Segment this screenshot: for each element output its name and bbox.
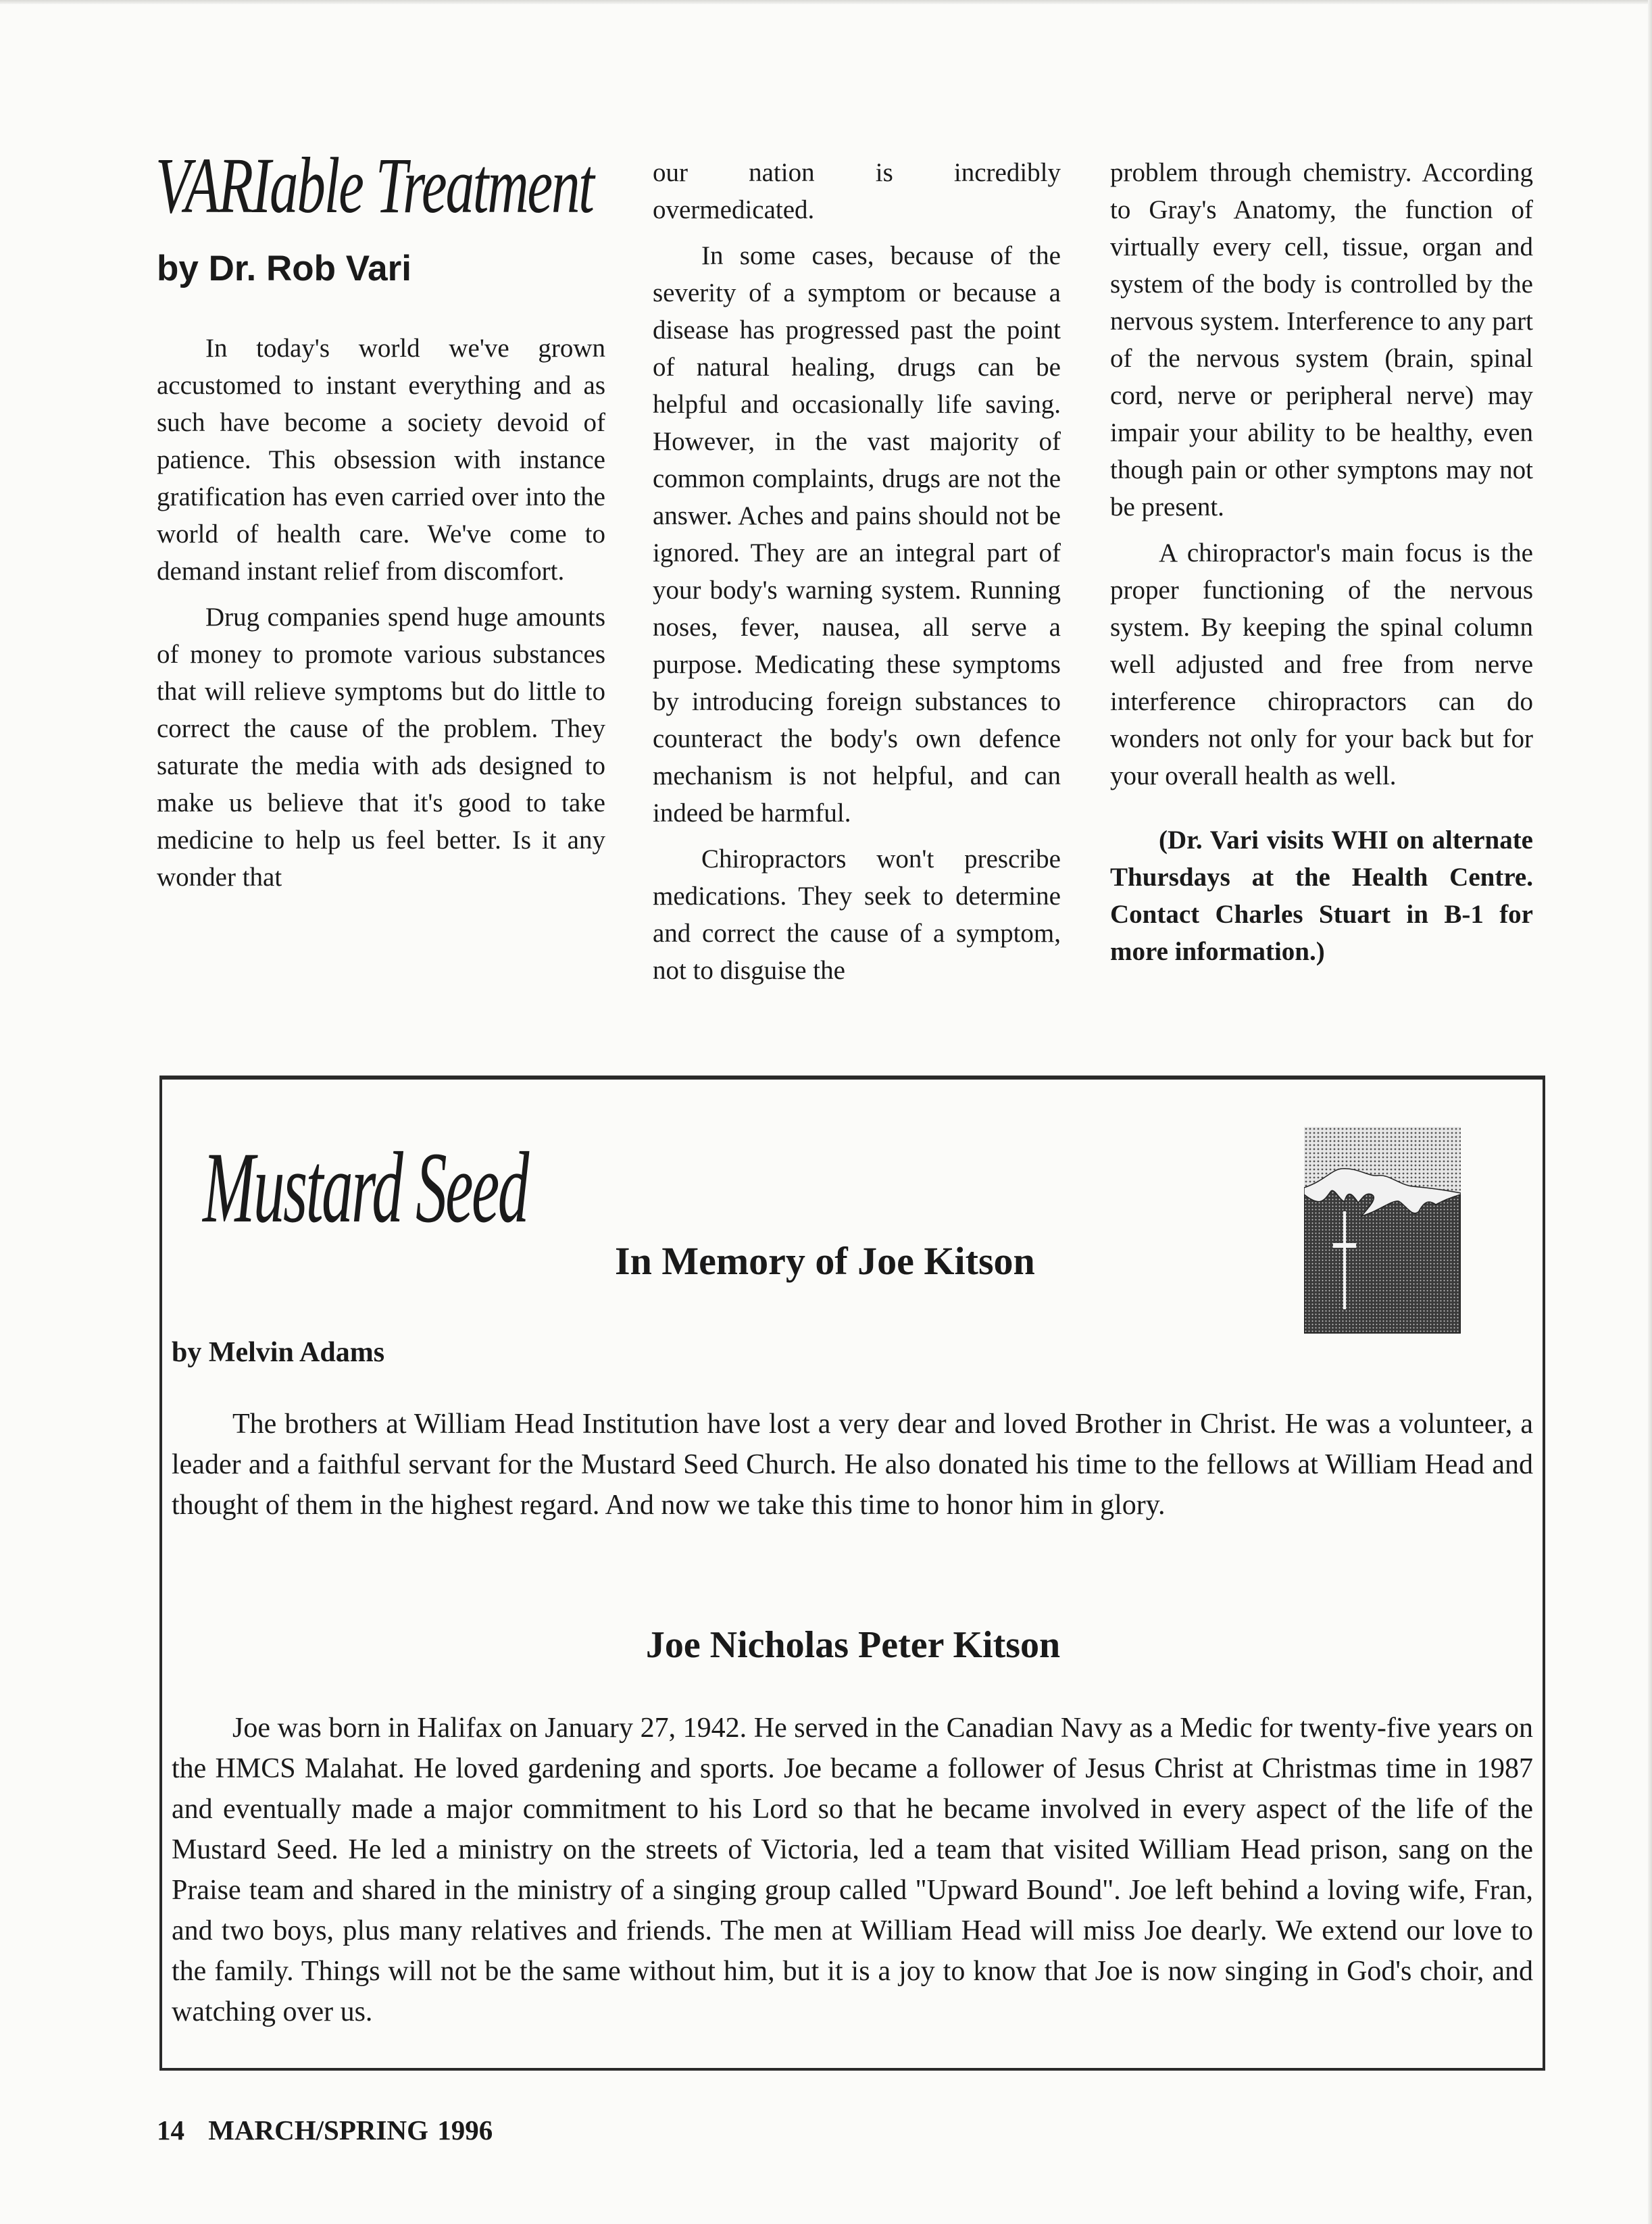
- article-column-3: [1110, 154, 1533, 970]
- issue-label: MARCH/SPRING 1996: [208, 2115, 493, 2146]
- name-heading: Joe Nicholas Peter Kitson: [645, 1624, 1061, 1666]
- article-title: VARIable Treatment: [155, 141, 593, 230]
- page-number: 14: [157, 2115, 184, 2146]
- section-title: Mustard Seed: [203, 1132, 528, 1244]
- mountain-cross-logo-icon: [1304, 1127, 1461, 1334]
- paragraph: A chiropractor's main focus is the proper functioning of the nervous system. By keeping the spinal column well adjusted and free from nerve interference chiropractors can do wonders not only for your back but for your overall health as well.: [1110, 538, 1533, 790]
- article-byline: by Dr. Rob Vari: [157, 249, 412, 288]
- paragraph: In some cases, because of the severity of a symptom or because a disease has progressed past the point of natural healing, drugs can be helpful and occasionally life saving. However, in the vast majority of common complaints, drugs are not the answer. Aches and pains should not be ignored. They are an integral part of your body's warning system. Running noses, fever, nausea, all serve a purpose. Medicating these symptoms by introducing foreign substances to counteract the body's own defence mechanism is not helpful, and can indeed be harmful.: [653, 241, 1061, 828]
- memorial-intro: The brothers at William Head Institution have lost a very dear and loved Brother in Christ. He was a volunteer, a leader and a faithful servant for the Mustard Seed Church. He also donated his time to the fellows at William Head and thought of them in the highest regard. And now we take this time to honor him in glory.: [172, 1409, 1533, 1521]
- memorial-title: In Memory of Joe Kitson: [615, 1239, 1035, 1283]
- page-edge: [0, 0, 1652, 4]
- page-edge: [1648, 0, 1652, 2224]
- author-note: (Dr. Vari visits WHI on alternate Thursdays at the Health Centre. Contact Charles Stuart in B-1 for more information.): [1110, 826, 1533, 966]
- paragraph: Drug companies spend huge amounts of money to promote various substances that will relieve symptoms but do little to correct the cause of the problem. They saturate the media with ads designed to make us believe that it's good to take medicine to help us feel better. Is it any wonder that: [157, 603, 605, 892]
- paragraph: our nation is incredibly overmedicated.: [653, 158, 1061, 224]
- memorial-biography: Joe was born in Halifax on January 27, 1942. He served in the Canadian Navy as a Medic for twenty-five years on the HMCS Malahat. He loved gardening and sports. Joe became a follower of Jesus Christ at Christmas time in 1987 and eventually made a major commitment to his Lord so that he became involved in every aspect of the life of the Mustard Seed. He led a ministry on the streets of Victoria, led a team that visited William Head prison, sang on the Praise team and shared in the ministry of a singing group called "Upward Bound". Joe left behind a loving wife, Fran, and two boys, plus many relatives and friends. The men at William Head will miss Joe dearly. We extend our love to the family. Things will not be the same without him, but it is a joy to know that Joe is now singing in God's choir, and watching over us.: [172, 1713, 1533, 2027]
- page-footer: [157, 2114, 493, 2146]
- paragraph: problem through chemistry. According to Gray's Anatomy, the function of virtually every cell, tissue, organ and system of the body is controlled by the nervous system. Interference to any part of the nervous system (brain, spinal cord, nerve or peripheral nerve) may impair your ability to be healthy, even though pain or other symptons may not be present.: [1110, 158, 1533, 522]
- paragraph: In today's world we've grown accustomed to instant everything and as such have become a society devoid of patience. This obsession with instance gratification has even carried over into the world of health care. We've come to demand instant relief from discomfort.: [157, 334, 605, 586]
- article-column-1: [155, 141, 605, 896]
- memorial-box: [159, 1076, 1545, 2071]
- memorial-byline: by Melvin Adams: [172, 1337, 385, 1368]
- article-column-2: [653, 154, 1061, 989]
- paragraph: Chiropractors won't prescribe medications. They seek to determine and correct the cause of a symptom, not to disguise the: [653, 844, 1061, 985]
